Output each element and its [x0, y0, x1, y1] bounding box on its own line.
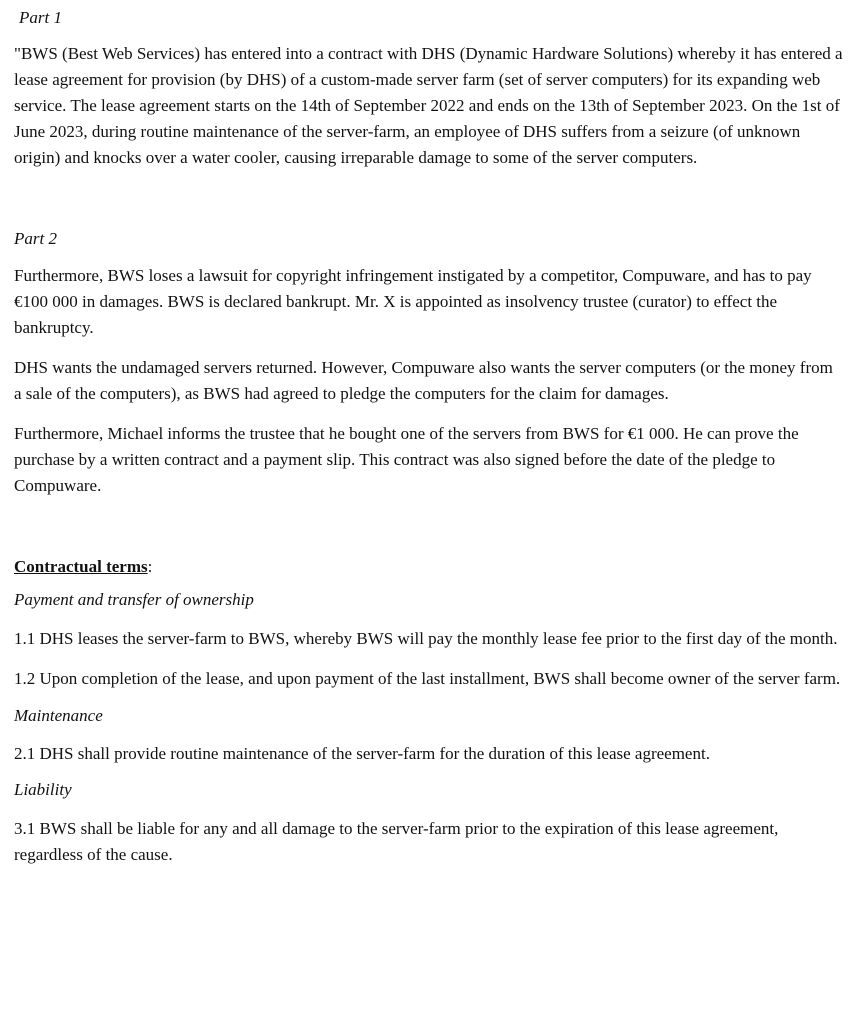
- clause-3-1: 3.1 BWS shall be liable for any and all damage to the server-farm prior to the expiration of this lease agreement, regardless of the cause.: [14, 819, 779, 864]
- maintenance-heading: Maintenance: [14, 706, 103, 725]
- payment-heading: Payment and transfer of ownership: [14, 590, 254, 609]
- clause-1-1: 1.1 DHS leases the server-farm to BWS, whereby BWS will pay the monthly lease fee prior to the first day of the month.: [14, 629, 838, 648]
- contractual-terms-title-text: Contractual terms: [14, 557, 148, 576]
- part2-paragraph-3: Furthermore, Michael informs the trustee that he bought one of the servers from BWS for €1 000. He can prove the purchase by a written contract and a payment slip. This contract was also signed before the date of the pledge to Compuware.: [14, 424, 799, 495]
- clause-1-2: 1.2 Upon completion of the lease, and upon payment of the last installment, BWS shall become owner of the server farm.: [14, 669, 841, 688]
- part2-paragraph-2: DHS wants the undamaged servers returned. However, Compuware also wants the server computers (or the money from a sale of the computers), as BWS had agreed to pledge the computers for the claim for damages.: [14, 358, 833, 403]
- part2-paragraph-1: Furthermore, BWS loses a lawsuit for copyright infringement instigated by a competitor, Compuware, and has to pay €100 000 in damages. BWS is declared bankrupt. Mr. X is appointed as insolvency trustee (curator) to effect the bankruptcy.: [14, 266, 812, 337]
- part1-heading: Part 1: [19, 8, 62, 27]
- part1-paragraph: "BWS (Best Web Services) has entered into a contract with DHS (Dynamic Hardware Solutions) whereby it has entered a lease agreement for provision (by DHS) of a custom-made server farm (set of server computers) for its expanding web service. The lease agreement starts on the 14th of September 2022 and ends on the 13th of September 2023. On the 1st of June 2023, during routine maintenance of the server-farm, an employee of DHS suffers from a seizure (of unknown origin) and knocks over a water cooler, causing irreparable damage to some of the server computers.: [14, 44, 843, 167]
- part2-heading: Part 2: [14, 229, 57, 248]
- contractual-terms-colon: :: [147, 557, 153, 576]
- liability-heading: Liability: [14, 780, 72, 799]
- contractual-terms-title: [14, 554, 843, 580]
- clause-2-1: 2.1 DHS shall provide routine maintenance of the server-farm for the duration of this lease agreement.: [14, 744, 710, 763]
